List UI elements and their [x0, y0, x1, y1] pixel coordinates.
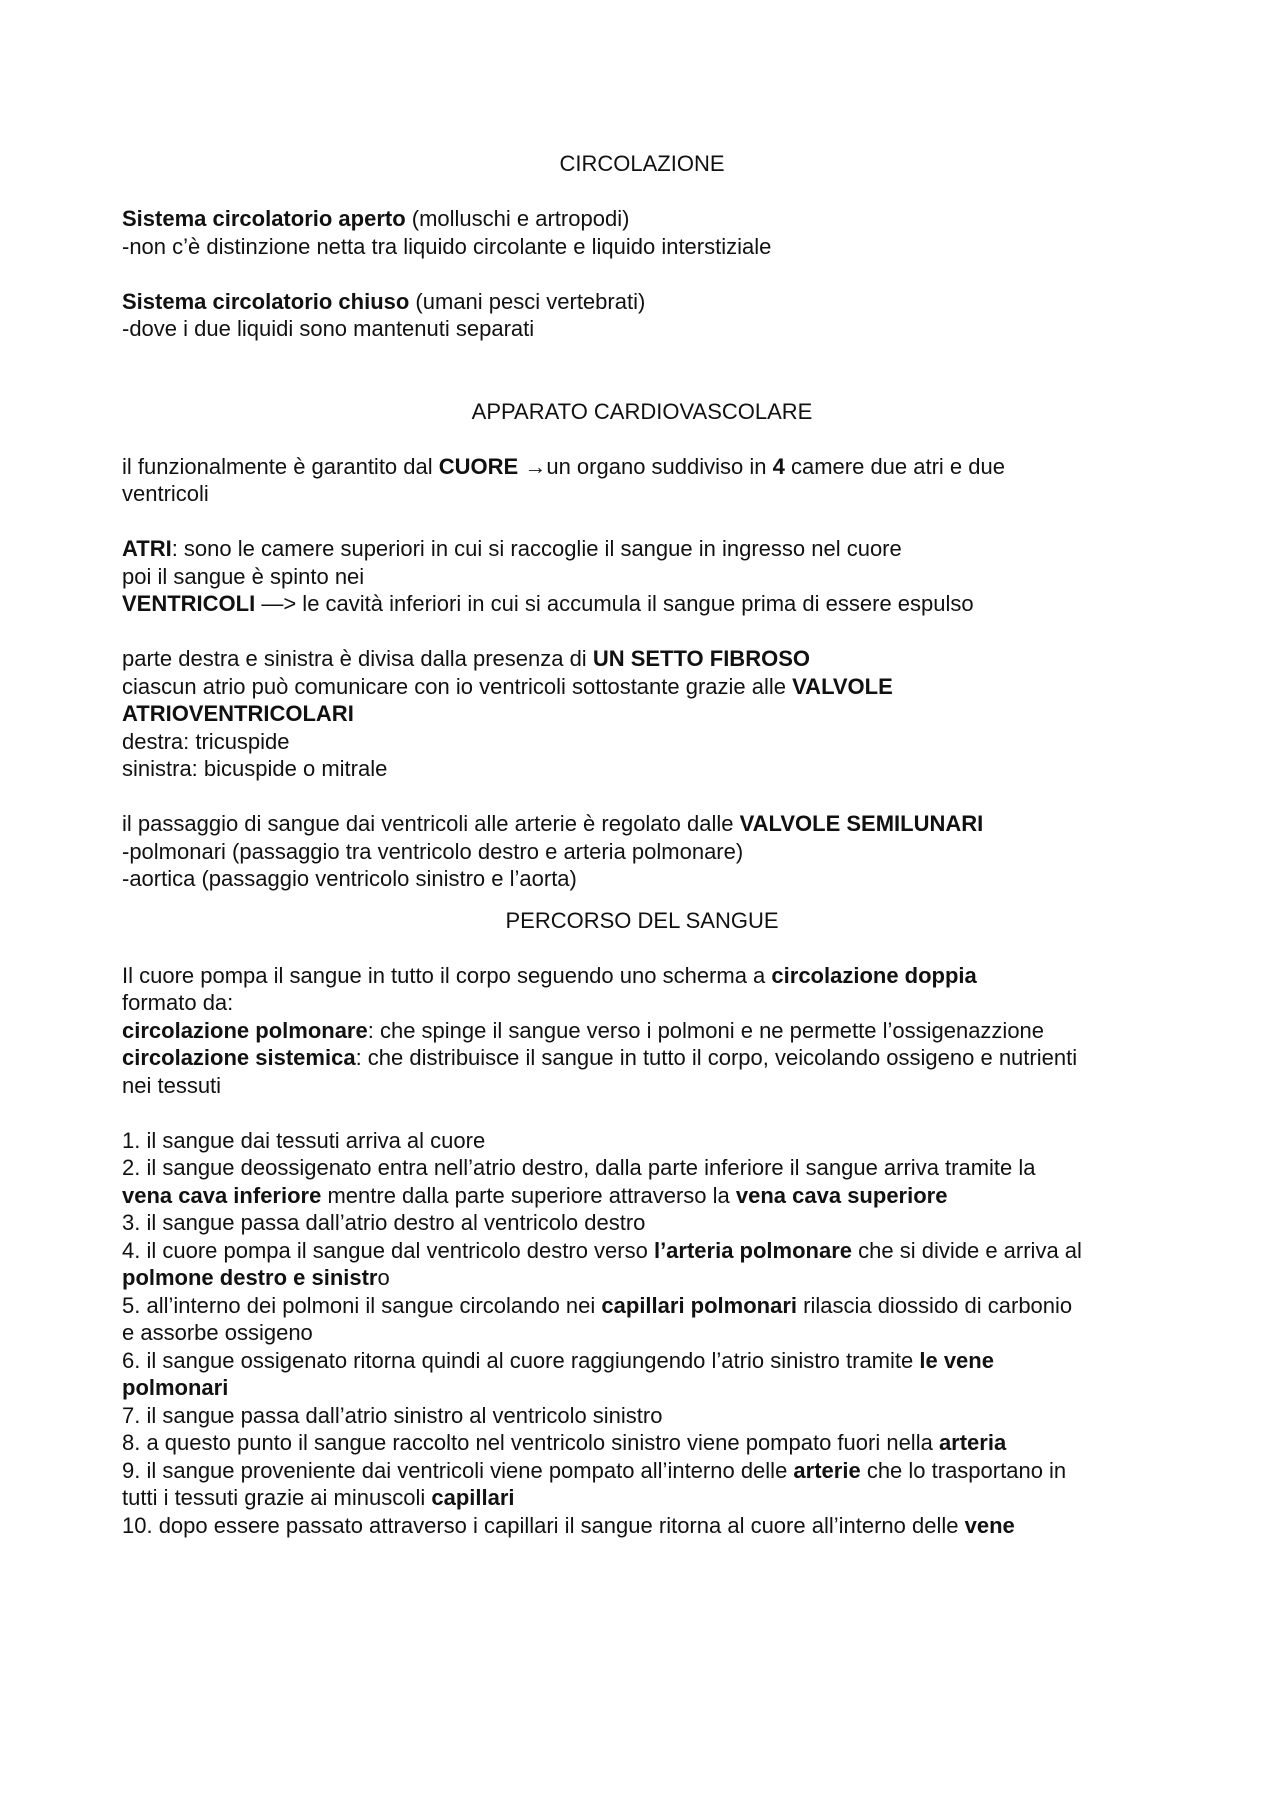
- step-7: 7. il sangue passa dall’atrio sinistro al ventricolo sinistro: [122, 1402, 663, 1428]
- step-6-cont: polmonari: [122, 1375, 229, 1400]
- step-5: 5. all’interno dei polmoni il sangue circolando nei capillari polmonari rilascia diossido di carbonio: [122, 1292, 1073, 1318]
- percorso-line-2: formato da:: [122, 990, 234, 1015]
- step-2-cont: vena cava inferiore mentre dalla parte superiore attraverso la vena cava superiore: [122, 1182, 948, 1208]
- heading-percorso: PERCORSO DEL SANGUE: [505, 907, 779, 933]
- heart-line-2: ventricoli: [122, 481, 209, 506]
- ventricoli-line: VENTRICOLI —> le cavità inferiori in cui si accumula il sangue prima di essere espulso: [122, 591, 974, 616]
- heading-apparato: APPARATO CARDIOVASCOLARE: [471, 398, 813, 424]
- valvole-line-2: ATRIOVENTRICOLARI: [122, 701, 354, 726]
- closed-system-title: Sistema circolatorio chiuso: [122, 288, 410, 314]
- heart-line: il funzionalmente è garantito dal CUORE →un organo suddiviso in 4 camere due atri e due: [122, 453, 1005, 479]
- aortica-line: -aortica (passaggio ventricolo sinistro e l’aorta): [122, 866, 577, 891]
- document-page: [122, 150, 1162, 1539]
- valvole-line: ciascun atrio può comunicare con io ventricoli sottostante grazie alle VALVOLE: [122, 673, 893, 699]
- percorso-line: Il cuore pompa il sangue in tutto il corpo seguendo uno scherma a circolazione doppia: [122, 962, 977, 988]
- polmonare-line: circolazione polmonare: che spinge il sangue verso i polmoni e ne permette l’ossigenazzione: [122, 1017, 1045, 1043]
- semilunari-line: il passaggio di sangue dai ventricoli alle arterie è regolato dalle VALVOLE SEMILUNARI: [122, 811, 984, 836]
- step-1: 1. il sangue dai tessuti arriva al cuore: [122, 1127, 486, 1153]
- destra-line: destra: tricuspide: [122, 728, 290, 754]
- sistemica-line-2: nei tessuti: [122, 1072, 222, 1098]
- atri-line-2: poi il sangue è spinto nei: [122, 563, 365, 589]
- heading-circolazione: CIRCOLAZIONE: [559, 151, 725, 176]
- open-system-title: Sistema circolatorio aperto: [122, 206, 406, 231]
- arrow-icon: →: [518, 453, 547, 479]
- open-system-desc: -non c’è distinzione netta tra liquido circolante e liquido interstiziale: [122, 233, 772, 259]
- step-9-cont: tutti i tessuti grazie ai minuscoli capillari: [122, 1485, 515, 1510]
- step-8: 8. a questo punto il sangue raccolto nel ventricolo sinistro viene pompato fuori nella arteria: [122, 1430, 1007, 1455]
- step-5-cont: e assorbe ossigeno: [122, 1320, 313, 1345]
- step-9: 9. il sangue proveniente dai ventricoli viene pompato all’interno delle arterie che lo trasportano in: [122, 1457, 1067, 1483]
- sistemica-line: circolazione sistemica: che distribuisce il sangue in tutto il corpo, veicolando ossigeno e nutrienti: [122, 1045, 1078, 1070]
- step-10: 10. dopo essere passato attraverso i capillari il sangue ritorna al cuore all’interno delle vene: [122, 1512, 1015, 1538]
- step-4: 4. il cuore pompa il sangue dal ventricolo destro verso l’arteria polmonare che si divide e arriva al: [122, 1237, 1082, 1263]
- atri-line: ATRI: sono le camere superiori in cui si raccoglie il sangue in ingresso nel cuore: [122, 536, 902, 561]
- step-6: 6. il sangue ossigenato ritorna quindi al cuore raggiungendo l’atrio sinistro tramite le vene: [122, 1347, 994, 1373]
- closed-system-desc: -dove i due liquidi sono mantenuti separati: [122, 316, 535, 341]
- step-2: 2. il sangue deossigenato entra nell’atrio destro, dalla parte inferiore il sangue arriva tramite la: [122, 1155, 1036, 1180]
- sinistra-line: sinistra: bicuspide o mitrale: [122, 756, 388, 781]
- open-system-line: Sistema circolatorio aperto (molluschi e artropodi): [122, 206, 630, 231]
- setto-line: parte destra e sinistra è divisa dalla presenza di UN SETTO FIBROSO: [122, 646, 810, 671]
- closed-system-line: Sistema circolatorio chiuso (umani pesci vertebrati): [122, 288, 646, 314]
- step-3: 3. il sangue passa dall’atrio destro al ventricolo destro: [122, 1210, 646, 1235]
- step-4-cont: polmone destro e sinistro: [122, 1265, 390, 1290]
- polmonari-line: -polmonari (passaggio tra ventricolo destro e arteria polmonare): [122, 838, 744, 864]
